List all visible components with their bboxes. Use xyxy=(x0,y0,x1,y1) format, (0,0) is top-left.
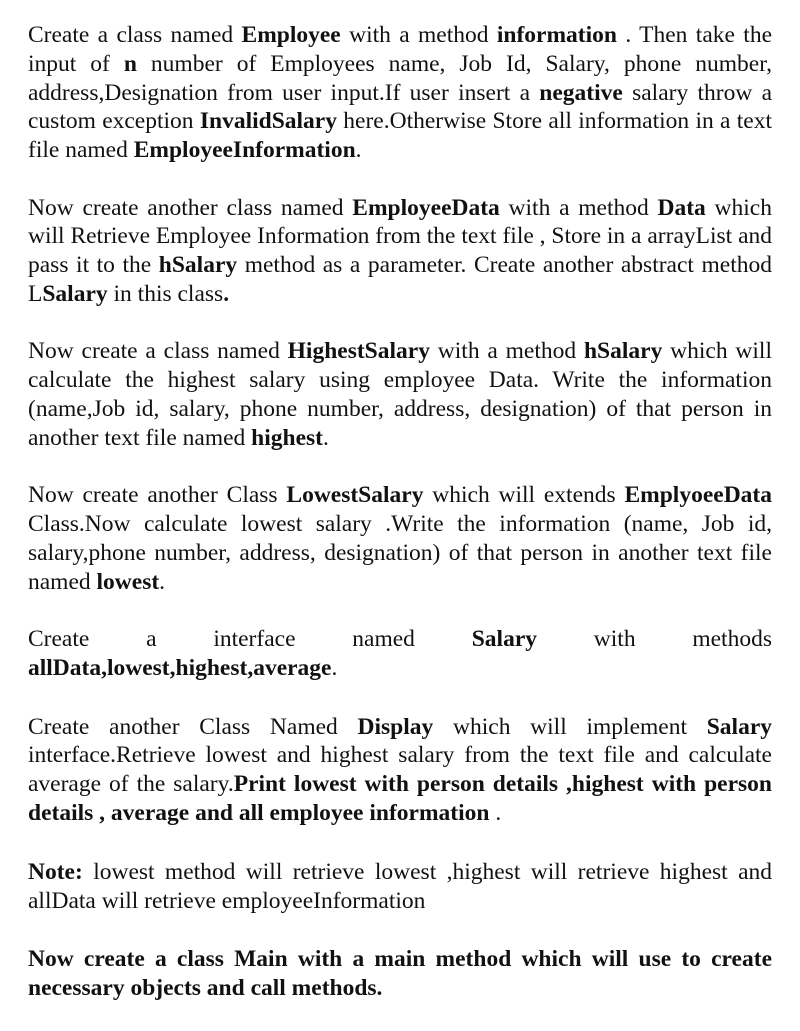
bold-term: Employee xyxy=(241,22,341,48)
bold-term: Salary xyxy=(471,625,537,652)
bold-term: Now create a class Main with a main method which will use to create necessary objects and call methods. xyxy=(28,946,772,1002)
text: Create a interface named xyxy=(28,625,472,652)
text: Now create another Class xyxy=(28,482,287,509)
text: . xyxy=(355,137,362,164)
paragraph-highestsalary-class xyxy=(28,337,772,452)
paragraph-employeedata-class xyxy=(28,194,772,309)
text: . Then take the input of xyxy=(28,22,773,77)
text: with methods xyxy=(537,625,772,652)
bold-term: information xyxy=(496,22,617,48)
bold-term: Note: xyxy=(28,858,83,885)
bold-term: LowestSalary xyxy=(286,482,424,509)
bold-term: hSalary xyxy=(158,252,238,279)
text: Create a class named xyxy=(28,22,242,48)
paragraph-employee-class xyxy=(28,21,772,165)
bold-term: Display xyxy=(357,713,434,740)
bold-term: InvalidSalary xyxy=(199,108,337,135)
bold-term: allData,lowest,highest,average xyxy=(28,654,332,681)
bold-term: n xyxy=(123,50,137,77)
text: which will Retrieve Employee Information from the text file , Store in a arrayList and pass it to the xyxy=(28,194,772,279)
text: in this class xyxy=(107,280,224,307)
paragraph-main-class xyxy=(28,945,772,1003)
text: with a method xyxy=(499,194,658,221)
bold-term: hSalary xyxy=(583,338,663,365)
document-page xyxy=(28,21,772,1031)
bold-term: EmployeeInformation xyxy=(133,137,356,164)
text: here.Otherwise Store all information in a text file named xyxy=(28,108,773,164)
text: salary throw a custom exception xyxy=(28,79,773,135)
text: which will extends xyxy=(423,482,625,509)
text: which will implement xyxy=(433,713,707,740)
bold-term: Data xyxy=(657,194,706,221)
paragraph-note xyxy=(28,858,772,916)
bold-term: EmployeeData xyxy=(352,194,500,221)
paragraph-lowestsalary-class xyxy=(28,481,772,596)
text: method as a parameter. Create another abstract method L xyxy=(28,252,772,307)
bold-term: EmplyoeeData xyxy=(624,482,772,509)
paragraph-salary-interface xyxy=(28,625,772,683)
bold-term: HighestSalary xyxy=(287,338,430,365)
text: with a method xyxy=(429,338,584,365)
text: interface.Retrieve lowest and highest salary from the text file and calculate average of the salary. xyxy=(28,742,772,798)
text: Now create another class named xyxy=(28,194,353,221)
text: which will calculate the highest salary using employee Data. Write the information (name,Job id, salary, phone number, address, designation) of that person in another text file named xyxy=(28,338,772,451)
text: lowest method will retrieve lowest ,highest will retrieve highest and allData will retrieve employeeInformation xyxy=(28,858,772,914)
text: with a method xyxy=(340,22,497,48)
text: . xyxy=(489,799,502,826)
paragraph-display-class xyxy=(28,713,772,828)
text: . xyxy=(323,424,329,451)
text: Now create a class named xyxy=(28,338,288,365)
text: Create another Class Named xyxy=(28,713,358,740)
text: Class.Now calculate lowest salary .Write the information (name, Job id, salary,phone number, address, designation) of that person in another text file named xyxy=(28,510,772,595)
bold-term: . xyxy=(223,280,230,307)
text: . xyxy=(331,654,338,681)
text: number of Employees name, Job Id, Salary, phone number, address,Designation from user input.If user insert a xyxy=(28,50,772,106)
bold-term: highest xyxy=(251,424,323,451)
bold-term: Print lowest with person details ,highest with person details , average and all employee information xyxy=(28,771,772,826)
bold-term: Salary xyxy=(42,280,108,307)
bold-term: negative xyxy=(539,79,623,106)
text: . xyxy=(159,568,166,595)
bold-term: lowest xyxy=(96,568,160,595)
bold-term: Salary xyxy=(706,713,773,740)
